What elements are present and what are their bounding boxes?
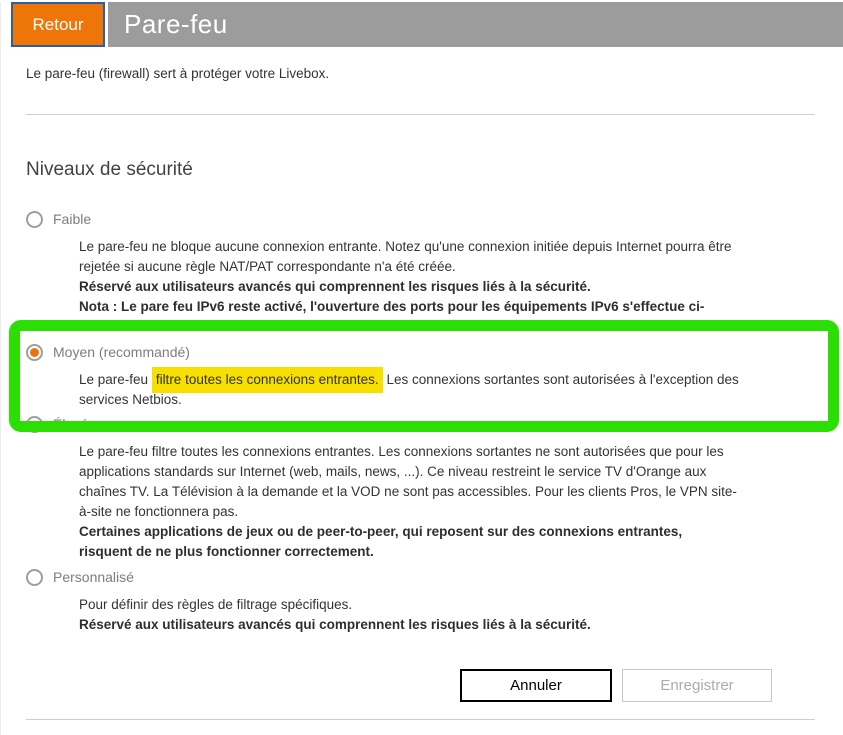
option-moyen-label[interactable]: Moyen (recommandé) <box>53 344 190 360</box>
option-eleve <box>1 414 843 562</box>
description-line: Le pare-feu filtre toutes les connexions entrantes. Les connexions sortantes ne sont autorisées que pour les <box>79 444 724 459</box>
yellow-highlight: filtre toutes les connexions entrantes. <box>152 367 383 393</box>
description-line-bold: Réservé aux utilisateurs avancés qui comprennent les risques liés à la sécurité. <box>79 279 591 294</box>
description-line: à-site ne fonctionnera pas. <box>79 504 239 519</box>
option-faible <box>1 209 843 317</box>
button-row <box>1 669 843 702</box>
separator-bottom <box>26 719 815 720</box>
description-line: Pour définir des règles de filtrage spécifiques. <box>79 597 353 612</box>
option-personnalise <box>1 567 843 635</box>
radio-faible[interactable] <box>26 211 43 228</box>
radio-eleve[interactable] <box>26 416 43 433</box>
option-faible-row[interactable] <box>26 209 843 229</box>
description-text: Le pare-feu <box>79 372 152 387</box>
description-line <box>79 370 843 390</box>
option-personnalise-label[interactable]: Personnalisé <box>53 569 134 585</box>
description-line-bold: risquent de ne plus fonctionner correctement. <box>79 544 374 559</box>
description-line: services Netbios. <box>79 392 182 407</box>
separator-top <box>26 114 815 115</box>
option-eleve-row[interactable] <box>26 414 843 434</box>
header <box>1 2 843 49</box>
description-line: Le pare-feu ne bloque aucune connexion entrante. Notez qu'une connexion initiée depuis Internet pourra être <box>79 239 732 254</box>
description-line: rejetée si aucune règle NAT/PAT correspondante n'a été créée. <box>79 259 456 274</box>
option-personnalise-row[interactable] <box>26 567 843 587</box>
description-text: Les connexions sortantes sont autorisées à l'exception des <box>382 372 739 387</box>
option-moyen-description <box>79 370 843 410</box>
description-line-bold: Certaines applications de jeux ou de peer-to-peer, qui reposent sur des connexions entrantes, <box>79 524 683 539</box>
back-button[interactable]: Retour <box>11 2 105 47</box>
intro-text: Le pare-feu (firewall) sert à protéger votre Livebox. <box>26 66 330 81</box>
option-faible-label[interactable]: Faible <box>53 211 92 227</box>
option-eleve-label[interactable]: Élevé <box>53 416 89 432</box>
option-eleve-description <box>79 442 843 562</box>
description-line: chaînes TV. La Télévision à la demande et la VOD ne sont pas accessibles. Pour les clients Pros, le VPN site- <box>79 484 737 499</box>
page-title: Pare-feu <box>124 9 228 39</box>
save-button[interactable]: Enregistrer <box>622 669 772 702</box>
option-personnalise-description <box>79 595 843 635</box>
cancel-button[interactable]: Annuler <box>460 669 612 702</box>
option-faible-description <box>79 237 843 317</box>
description-line-bold: Réservé aux utilisateurs avancés qui comprennent les risques liés à la sécurité. <box>79 617 591 632</box>
option-moyen <box>1 342 843 410</box>
section-title: Niveaux de sécurité <box>26 159 193 180</box>
description-line: applications standards sur Internet (web, mails, news, ...). Ce niveau restreint le service TV d'Orange aux <box>79 464 707 479</box>
option-moyen-row[interactable] <box>26 342 843 362</box>
title-bar <box>108 2 843 47</box>
radio-personnalise[interactable] <box>26 569 43 586</box>
description-line-bold: Nota : Le pare feu IPv6 reste activé, l'ouverture des ports pour les équipements IPv6 s'effectue ci- <box>79 299 705 314</box>
radio-moyen[interactable] <box>26 344 43 361</box>
